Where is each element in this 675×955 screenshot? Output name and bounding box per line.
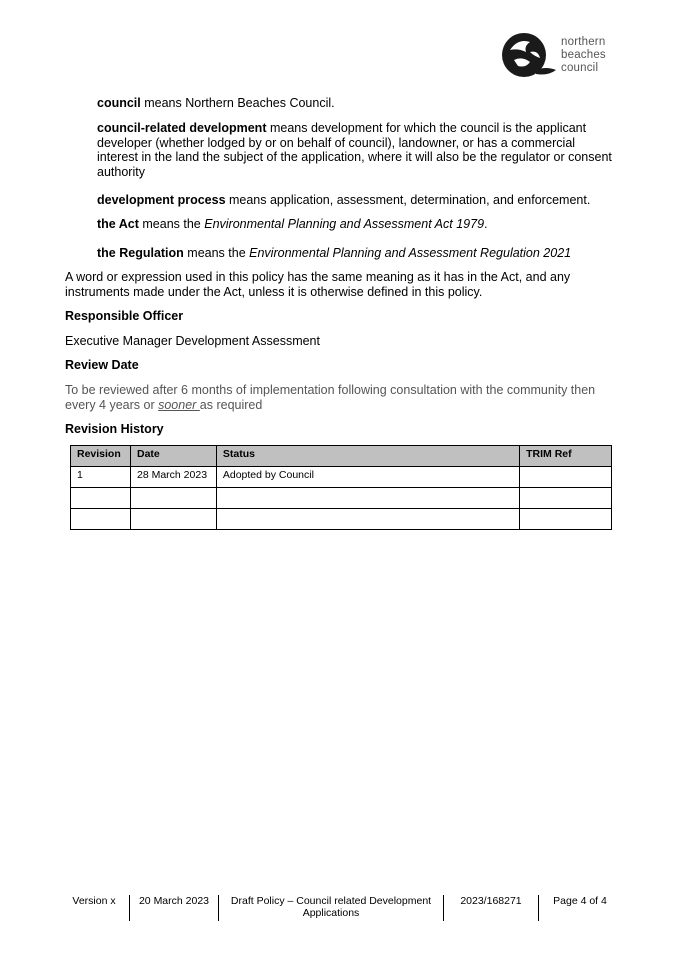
definition-the-act	[97, 217, 617, 232]
interpretation-paragraph: A word or expression used in this policy has the same meaning as it has in the Act, and any instruments made under the Act, unless it is otherwise defined in this policy.	[65, 270, 571, 299]
definition-term: council	[97, 96, 141, 110]
definition-term: council-related development	[97, 121, 267, 135]
table-cell: 28 March 2023	[130, 467, 216, 488]
footer-version: Version x	[72, 895, 116, 907]
responsible-officer-heading: Responsible Officer	[65, 309, 184, 323]
definition-term: the Regulation	[97, 246, 184, 260]
definition-the-regulation	[97, 246, 617, 261]
review-text-underlined: sooner	[158, 397, 200, 412]
act-title: Environmental Planning and Assessment Act 1979	[204, 217, 485, 231]
table-cell	[130, 488, 216, 509]
council-emblem-icon	[500, 30, 558, 82]
council-logo	[500, 30, 615, 82]
table-row	[71, 509, 612, 530]
logo-line-council: council	[561, 62, 599, 74]
logo-line-beaches: beaches	[561, 49, 606, 61]
footer-trim-ref: 2023/168271	[460, 895, 522, 907]
definition-text: means the	[183, 246, 250, 260]
column-header-revision: Revision	[71, 446, 131, 467]
table-cell	[520, 488, 612, 509]
regulation-title: Environmental Planning and Assessment Regulation 2021	[249, 246, 572, 260]
table-cell	[71, 509, 131, 530]
table-row	[71, 488, 612, 509]
table-cell	[520, 509, 612, 530]
table-cell	[520, 467, 612, 488]
table-cell	[216, 509, 519, 530]
definition-text: means the	[138, 217, 205, 231]
revision-history-table	[70, 445, 612, 530]
table-row	[71, 467, 612, 488]
definition-council-related-development	[97, 121, 617, 179]
review-date-heading: Review Date	[65, 358, 139, 372]
responsible-officer-value: Executive Manager Development Assessment	[65, 334, 320, 348]
column-header-status: Status	[216, 446, 519, 467]
definition-council	[97, 96, 617, 111]
column-header-date: Date	[130, 446, 216, 467]
definition-text: means Northern Beaches Council.	[140, 96, 335, 110]
review-text-after: as required	[199, 397, 263, 412]
review-text-before: To be reviewed after 6 months of implementation following consultation with the community then every 4 years or	[65, 383, 596, 412]
table-cell	[71, 488, 131, 509]
footer-date: 20 March 2023	[138, 895, 210, 907]
table-cell	[216, 488, 519, 509]
definition-term: the Act	[97, 217, 139, 231]
footer-title	[219, 895, 443, 921]
footer-title-line1: Draft Policy – Council related Development	[230, 895, 432, 907]
logo-wordmark	[561, 36, 606, 75]
page-footer	[60, 895, 630, 925]
definition-text: means application, assessment, determination, and enforcement.	[225, 193, 591, 207]
definition-tail: .	[484, 217, 488, 231]
definition-development-process	[97, 193, 617, 208]
table-cell: 1	[71, 467, 131, 488]
review-date-text	[65, 383, 625, 412]
column-header-trim-ref: TRIM Ref	[520, 446, 612, 467]
table-cell: Adopted by Council	[216, 467, 519, 488]
footer-page-number: Page 4 of 4	[553, 895, 607, 907]
definition-term: development process	[97, 193, 226, 207]
logo-line-northern: northern	[561, 36, 606, 48]
revision-history-heading: Revision History	[65, 422, 164, 436]
table-header-row	[71, 446, 612, 467]
table-cell	[130, 509, 216, 530]
definition-text: means development for which the council is the applicant developer (whether lodged by or on behalf of council), landowner, or has a commercial interest in the land the subject of the application, where it will also be the regulator or consent authority	[97, 121, 612, 179]
footer-title-line2: Applications	[302, 907, 360, 919]
